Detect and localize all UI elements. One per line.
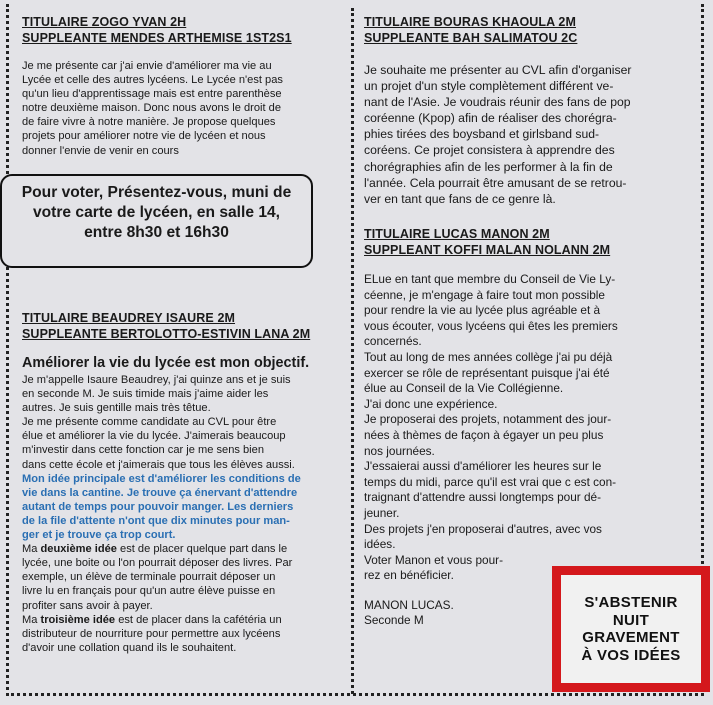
text-line: Je m'appelle Isaure Beaudrey, j'ai quinze ans et je suis	[22, 374, 291, 386]
vote-instructions-box	[0, 174, 313, 268]
substitute-heading: SUPPLEANT KOFFI MALAN NOLANN 2M	[364, 243, 611, 257]
text-line: coréens. Ce projet consistera à apprendre des	[364, 143, 615, 158]
text-line: lycée, une boite ou l'on pourrait déposer des livres. Par	[22, 557, 293, 570]
text-line: m'investir dans cette fonction car je me sens bien	[22, 444, 264, 457]
text-line: phies tirées des boysband et girlsband sud-	[364, 127, 600, 142]
text-line: traignant d'attendre aussi longtemps pour dé-	[364, 490, 602, 505]
text-line: Des projets j'en proposerai d'autres, avec vos	[364, 521, 602, 536]
text-line: ELue en tant que membre du Conseil de Vie Ly-	[364, 272, 616, 286]
text-line: Je me présente car j'ai envie d'améliorer ma vie au	[22, 60, 272, 72]
highlight-line: vie dans la cantine. Je trouve ça énervant d'attendre	[22, 486, 298, 499]
slogan-heading: Améliorer la vie du lycée est mon objectif.	[22, 355, 310, 371]
text-line: Lycée et celle des autres lycéens. Le Lycée n'est pas	[22, 74, 283, 87]
substitute-heading: SUPPLEANTE BERTOLOTTO-ESTIVIN LANA 2M	[22, 327, 311, 341]
text-line: Je proposerai des projets, notamment des jour-	[364, 412, 612, 427]
text-line: un projet d'un style complètement différent ve-	[364, 79, 614, 94]
text-line: céenne, je m'engage à faire tout mon possible	[364, 287, 605, 302]
stamp-line: NUIT	[612, 611, 650, 629]
text-line: nant de l'Asie. Je voudrais réunir des fans de pop	[364, 95, 631, 110]
titular-heading: TITULAIRE ZOGO YVAN 2H	[22, 15, 187, 29]
vote-line: entre 8h30 et 16h30	[84, 224, 229, 241]
text-line: chorégraphies afin de les performer à la fin de	[364, 159, 613, 174]
text-line: rez en bénéficier.	[364, 568, 454, 583]
titular-heading: TITULAIRE LUCAS MANON 2M	[364, 227, 550, 241]
titular-heading: TITULAIRE BOURAS KHAOULA 2M	[364, 15, 576, 29]
text-line: élue au Conseil de la Vie Collégienne.	[364, 381, 564, 396]
text-run: Ma	[22, 543, 41, 556]
highlight-line: autant de temps pour pouvoir manger. Les derniers	[22, 500, 294, 513]
text-line: profiter sans avoir à payer.	[22, 599, 153, 612]
text-line: en seconde M. Je suis timide mais j'aime aider les	[22, 388, 269, 401]
text-line: Tout au long de mes années collège j'ai pu déjà	[364, 349, 613, 364]
text-run: est de placer dans la cafétéria un	[115, 613, 282, 626]
text-line: livre lu en français pour qu'un autre élève puisse en	[22, 585, 276, 598]
substitute-heading: SUPPLEANTE MENDES ARTHEMISE 1ST2S1	[22, 31, 292, 45]
text-line: temps du midi, parce qu'il est vrai que c est con-	[364, 474, 617, 489]
text-line	[22, 613, 340, 627]
text-line: Je souhaite me présenter au CVL afin d'organiser	[364, 63, 632, 77]
text-line: notre deuxième maison. Donc nous avons le droit de	[22, 102, 282, 115]
candidate-bouras	[364, 14, 700, 207]
highlight-line: de la file d'attente n'ont que dix minutes pour man-	[22, 514, 290, 527]
emphasis-run: deuxième idée	[40, 543, 117, 556]
titular-heading: TITULAIRE BEAUDREY ISAURE 2M	[22, 311, 236, 325]
text-line: Voter Manon et vous pour-	[364, 552, 504, 567]
stamp-line: GRAVEMENT	[582, 629, 680, 646]
text-line	[22, 542, 340, 556]
substitute-heading: SUPPLEANTE BAH SALIMATOU 2C	[364, 31, 578, 45]
stamp-line: À VOS IDÉES	[581, 646, 681, 664]
text-line: Je me présente comme candidate au CVL pour être	[22, 416, 277, 429]
text-run: est de placer quelque part dans le	[116, 543, 288, 556]
stamp-line: S'ABSTENIR	[584, 594, 678, 611]
text-line: jeuner.	[364, 505, 400, 520]
text-line: projets pour améliorer notre vie de lycéen et nous	[22, 130, 266, 143]
text-line: vous écouter, vous lycéens qui êtes les premiers	[364, 318, 618, 333]
text-line: J'essaierai aussi d'améliorer les heures sur le	[364, 459, 602, 474]
text-line: donner l'envie de venir en cours	[22, 144, 179, 157]
text-run: Ma	[22, 613, 41, 626]
abstention-stamp	[552, 566, 710, 692]
column-divider	[351, 8, 354, 694]
text-line: élue et améliorer la vie du lycée. J'aimerais beaucoup	[22, 430, 286, 443]
emphasis-run: troisième idée	[40, 613, 116, 626]
text-line: exercer se rôle de représentant puisque j'ai été	[364, 365, 610, 380]
text-line: nées à thèmes de façon à égayer un peu plus	[364, 427, 604, 442]
text-line: pour rendre la vie au lycée plus agréable et à	[364, 303, 601, 318]
text-line: coréenne (Kpop) afin de réaliser des chorégra-	[364, 111, 617, 126]
highlight-line: ger et je trouve ça trop court.	[22, 529, 176, 542]
text-line: de faire vivre à notre manière. Je propose quelques	[22, 116, 276, 129]
vote-line: votre carte de lycéen, en salle 14,	[32, 204, 281, 221]
text-line: distributeur de nourriture pour permettre aux lycéens	[22, 627, 281, 640]
candidate-zogo	[22, 14, 336, 158]
text-line: dans cette école et j'aimerais que tous les élèves aussi.	[22, 458, 295, 471]
signature-name: MANON LUCAS.	[364, 597, 454, 612]
text-line: ver en tant que fans de ce genre là.	[364, 191, 556, 206]
text-line: l'année. Cela pourrait être amusant de se retrou-	[364, 175, 627, 190]
text-line: qu'un lieu d'apprentissage mais est entre parenthèse	[22, 88, 282, 101]
text-line: autres. Je suis gentille mais très têtue.	[22, 402, 211, 415]
stamp-label	[561, 575, 701, 683]
text-line: idées.	[364, 537, 396, 552]
text-line: J'ai donc une expérience.	[364, 396, 498, 411]
highlight-line: Mon idée principale est d'améliorer les conditions de	[22, 472, 301, 485]
text-line: d'avoir une collation quand ils le souhaitent.	[22, 641, 237, 654]
vote-line: Pour voter, Présentez-vous, muni de	[21, 184, 292, 201]
text-line: exemple, un élève de terminale pourrait déposer un	[22, 571, 276, 584]
candidate-beaudrey	[22, 310, 340, 655]
text-line: nos journées.	[364, 443, 435, 458]
signature-class: Seconde M	[364, 613, 424, 628]
text-line: concernés.	[364, 334, 422, 349]
